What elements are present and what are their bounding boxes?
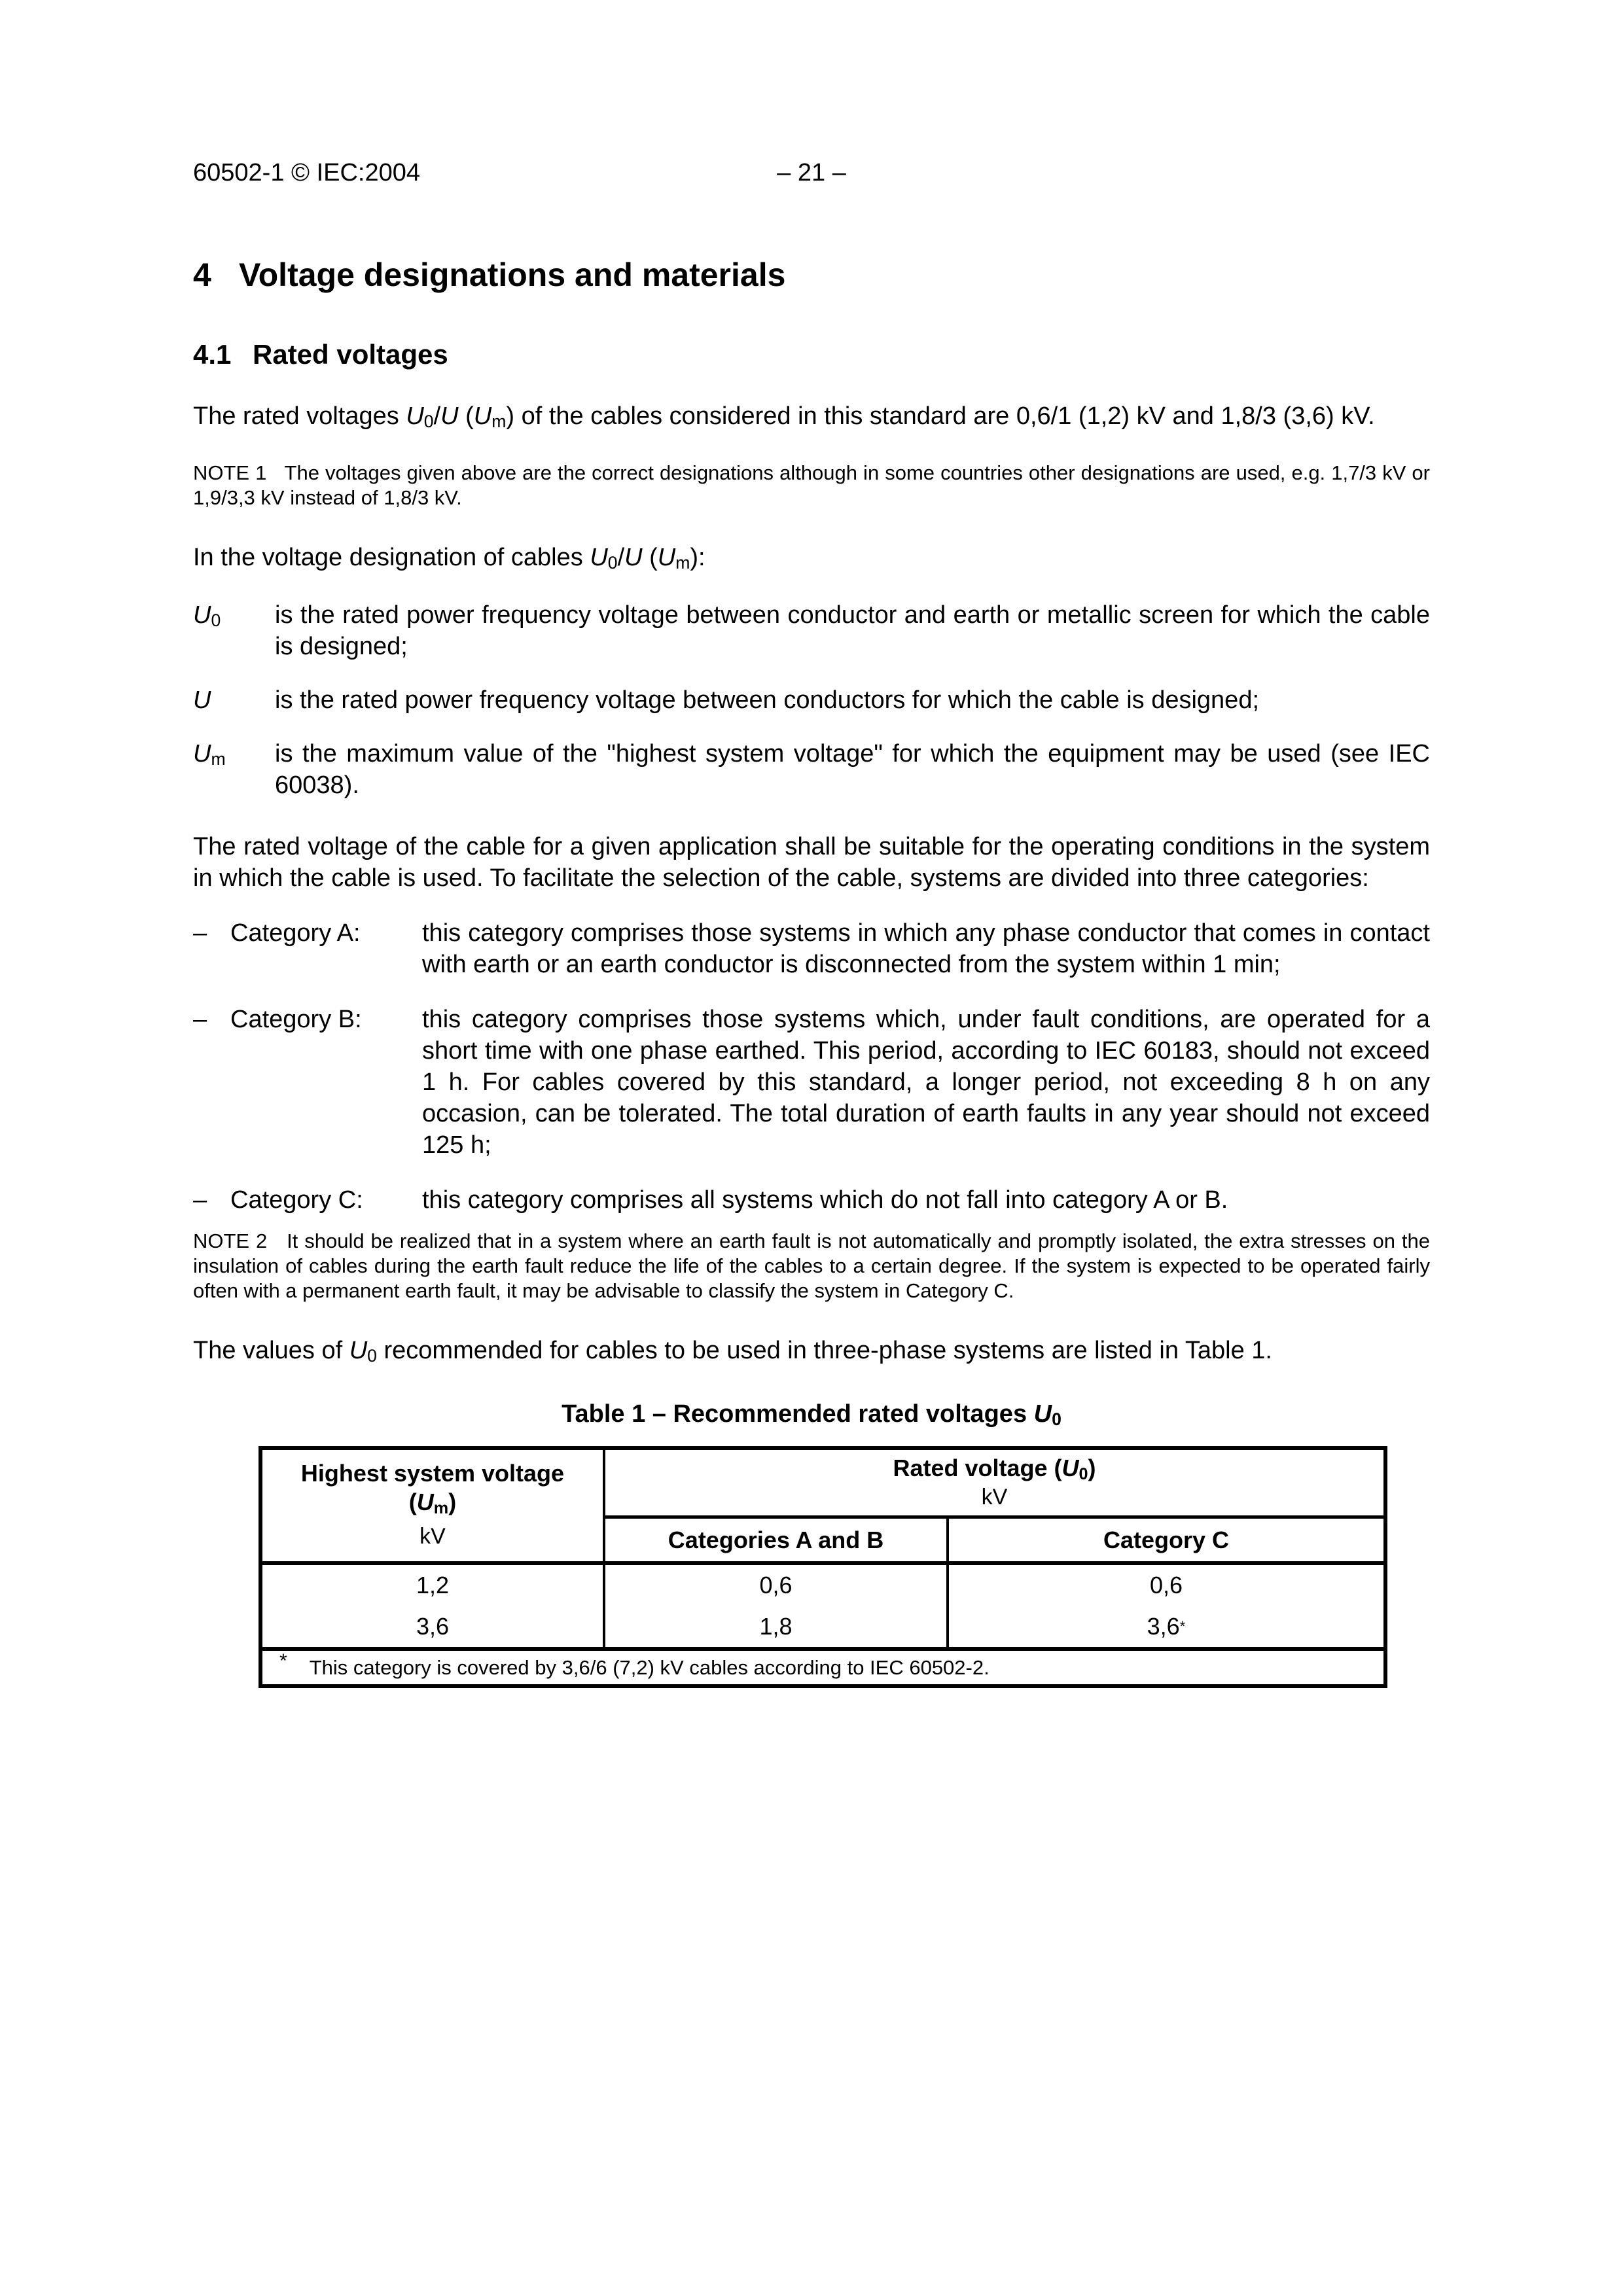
- page-number: – 21 –: [777, 159, 846, 186]
- table-title: Table 1 – Recommended rated voltages U0: [562, 1400, 1061, 1429]
- subsection-heading: [193, 339, 1430, 370]
- paragraph-rated-voltages: The rated voltages U0/U (Um) of the cables considered in this standard are 0,6/1 (1,2) kV and 1,8/3 (3,6) kV.: [193, 402, 1375, 431]
- subsection-title: Rated voltages: [253, 339, 448, 370]
- definition-item-u: [193, 684, 1430, 716]
- table-cell-um-row2: 3,6: [416, 1612, 450, 1640]
- category-item-c: [193, 1184, 1430, 1216]
- note-1: NOTE 1 The voltages given above are the correct designations although in some countries other designations are used, e.g. 1,7/3 kV or 1,9/3,3 kV instead of 1,8/3 kV.: [193, 461, 1430, 509]
- category-dash: –: [193, 1006, 207, 1033]
- category-text-c: this category comprises all systems which do not fall into category A or B.: [422, 1186, 1228, 1214]
- page-header: [193, 157, 1430, 188]
- definition-text-u0: is the rated power frequency voltage between conductor and earth or metallic screen for which the cable is designed;: [275, 601, 1430, 660]
- highest-system-voltage-label: [301, 1459, 564, 1517]
- section-title: Voltage designations and materials: [239, 256, 786, 293]
- table-cell-c-row1: [949, 1565, 1383, 1606]
- definition-term-u: U: [193, 686, 211, 714]
- table-header-categories-ab: Categories A and B: [605, 1519, 949, 1561]
- footnote-asterisk: *: [279, 1650, 287, 1672]
- table-header-row: [262, 1450, 1383, 1561]
- table-column-categories-ab: [605, 1565, 949, 1647]
- voltage-table: [259, 1446, 1387, 1688]
- category-list: [193, 917, 1430, 1216]
- highest-system-voltage-line1: Highest system voltage: [300, 1460, 565, 1487]
- table-footnote: [262, 1651, 1383, 1684]
- paragraph-voltage-designation-intro: In the voltage designation of cables U0/U (Um):: [193, 544, 705, 573]
- table-column-um: [262, 1565, 605, 1647]
- table-cell-ab-row2: 1,8: [759, 1612, 793, 1640]
- definition-term-u0: U0: [193, 601, 221, 630]
- highest-system-voltage-line2: (Um): [408, 1489, 457, 1517]
- definition-term-um: Um: [193, 740, 226, 769]
- category-dash: –: [193, 1186, 207, 1214]
- definition-list: [193, 599, 1430, 801]
- category-label-a: Category A:: [230, 919, 361, 947]
- table-body: [262, 1565, 1383, 1647]
- value-c-row1: 0,6: [1149, 1572, 1183, 1599]
- table-cell-ab-row1: 0,6: [759, 1572, 793, 1599]
- category-text-b: this category comprises those systems which, under fault conditions, are operated for a short time with one phase earthed. This period, according to IEC 60183, should not exceed 1 h. For cables covered by this standard, a longer period, not exceeding 8 h on any occasion, can be tolerated. The total duration of earth faults in any year should not exceed 125 h;: [422, 1006, 1430, 1159]
- category-item-a: [193, 917, 1430, 980]
- definition-text-um: is the maximum value of the "highest system voltage" for which the equipment may be used (see IEC 60038).: [275, 740, 1430, 799]
- section-number: 4: [193, 256, 211, 293]
- footnote-text: This category is covered by 3,6/6 (7,2) kV cables according to IEC 60502-2.: [309, 1655, 990, 1679]
- table-header-category-row: [605, 1519, 1383, 1561]
- subsection-number: 4.1: [193, 339, 232, 370]
- definition-item-um: [193, 738, 1430, 801]
- table-cell-um-row1: 1,2: [416, 1572, 450, 1599]
- page-content: [193, 0, 1430, 1688]
- category-label-c: Category C:: [230, 1186, 363, 1214]
- table-cell-c-row2: 3,6 *: [1147, 1612, 1186, 1640]
- definition-item-u0: [193, 599, 1430, 662]
- table-header-category-c: Category C: [1103, 1526, 1230, 1553]
- category-text-a: this category comprises those systems in which any phase conductor that comes in contact with earth or an earth conductor is disconnected from the system within 1 min;: [422, 919, 1430, 978]
- category-label-b: Category B:: [230, 1006, 362, 1033]
- highest-system-voltage-unit: kV: [419, 1524, 446, 1549]
- category-item-b: [193, 1004, 1430, 1161]
- table-header-rated-voltage: [605, 1450, 1383, 1519]
- note-2: NOTE 2 It should be realized that in a system where an earth fault is not automatically and promptly isolated, the extra stresses on the insulation of cables during the earth fault reduce the life of the cables to a certain degree. If the system is expected to be operated fairly often with a permanent earth fault, it may be advisable to classify the system in Category C.: [193, 1229, 1430, 1302]
- document-reference: 60502-1 © IEC:2004: [193, 159, 421, 186]
- section-heading: [193, 256, 1430, 293]
- table-header-highest-system-voltage: [262, 1450, 605, 1561]
- rated-voltage-unit: kV: [981, 1485, 1008, 1510]
- rated-voltage-label: Rated voltage (U0): [893, 1455, 1096, 1483]
- category-dash: –: [193, 919, 207, 947]
- table-header-rated-voltage-group: [605, 1450, 1383, 1561]
- paragraph-table-reference: The values of U0 recommended for cables to be used in three-phase systems are listed in Table 1.: [193, 1337, 1272, 1366]
- definition-text-u: is the rated power frequency voltage between conductors for which the cable is designed;: [275, 686, 1260, 714]
- table-column-category-c: [949, 1565, 1383, 1647]
- value-c-row2: 3,6: [1147, 1612, 1180, 1640]
- paragraph-category-intro: The rated voltage of the cable for a given application shall be suitable for the operating conditions in the system in which the cable is used. To facilitate the selection of the cable, systems are divided into three categories:: [193, 833, 1430, 892]
